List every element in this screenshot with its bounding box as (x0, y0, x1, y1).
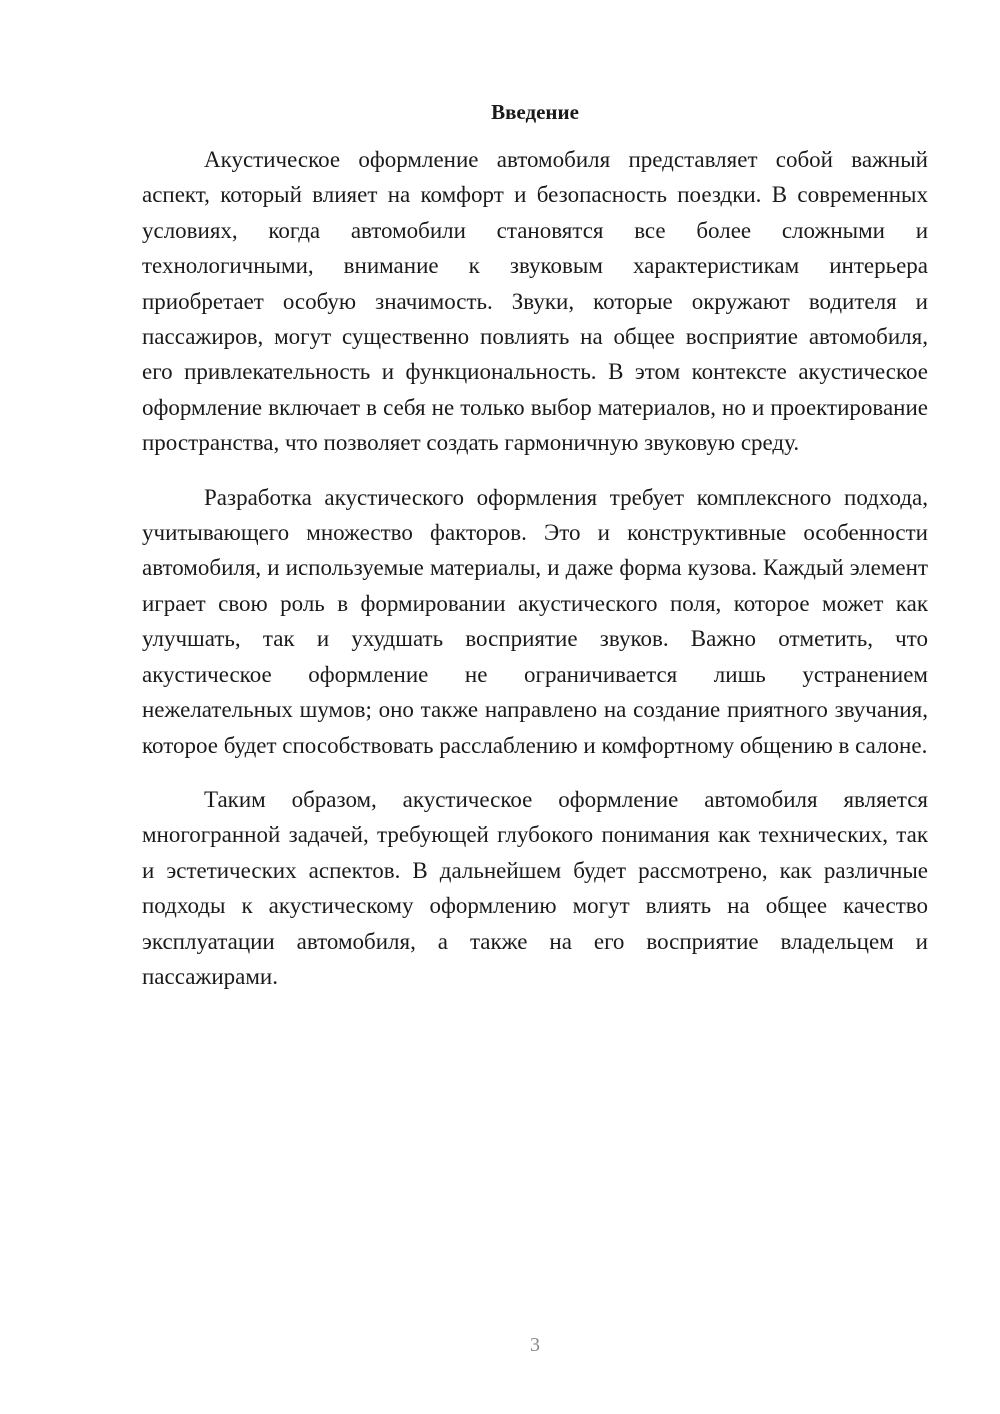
paragraph-1: Акустическое оформление автомобиля представляет собой важный аспект, который влияет на комфорт и безопасность поездки. В современных условиях, когда автомобили становятся все более сложными и технологичными, внимание к звуковым характеристикам интерьера приобретает особую значимость. Звуки, которые окружают водителя и пассажиров, могут существенно повлиять на общее восприятие автомобиля, его привлекательность и функциональность. В этом контексте акустическое оформление включает в себя не только выбор материалов, но и проектирование пространства, что позволяет создать гармоничную звуковую среду. (142, 147, 928, 456)
page-number: 3 (530, 1334, 540, 1356)
paragraph-2: Разработка акустического оформления требует комплексного подхода, учитывающего множество факторов. Это и конструктивные особенности автомобиля, и используемые материалы, и даже форма кузова. Каждый элемент играет свою роль в формировании акустического поля, которое может как улучшать, так и ухудшать восприятие звуков. Важно отметить, что акустическое оформление не ограничивается лишь устранением нежелательных шумов; оно также направлено на создание приятного звучания, которое будет способствовать расслаблению и комфортному общению в салоне. (142, 484, 928, 758)
body-text (142, 142, 928, 1013)
paragraph-3: Таким образом, акустическое оформление автомобиля является многогранной задачей, требующей глубокого понимания как технических, так и эстетических аспектов. В дальнейшем будет рассмотрено, как различные подходы к акустическому оформлению могут влиять на общее качество эксплуатации автомобиля, а также на его восприятие владельцем и пассажирами. (142, 786, 928, 989)
section-title: Введение (491, 100, 579, 124)
